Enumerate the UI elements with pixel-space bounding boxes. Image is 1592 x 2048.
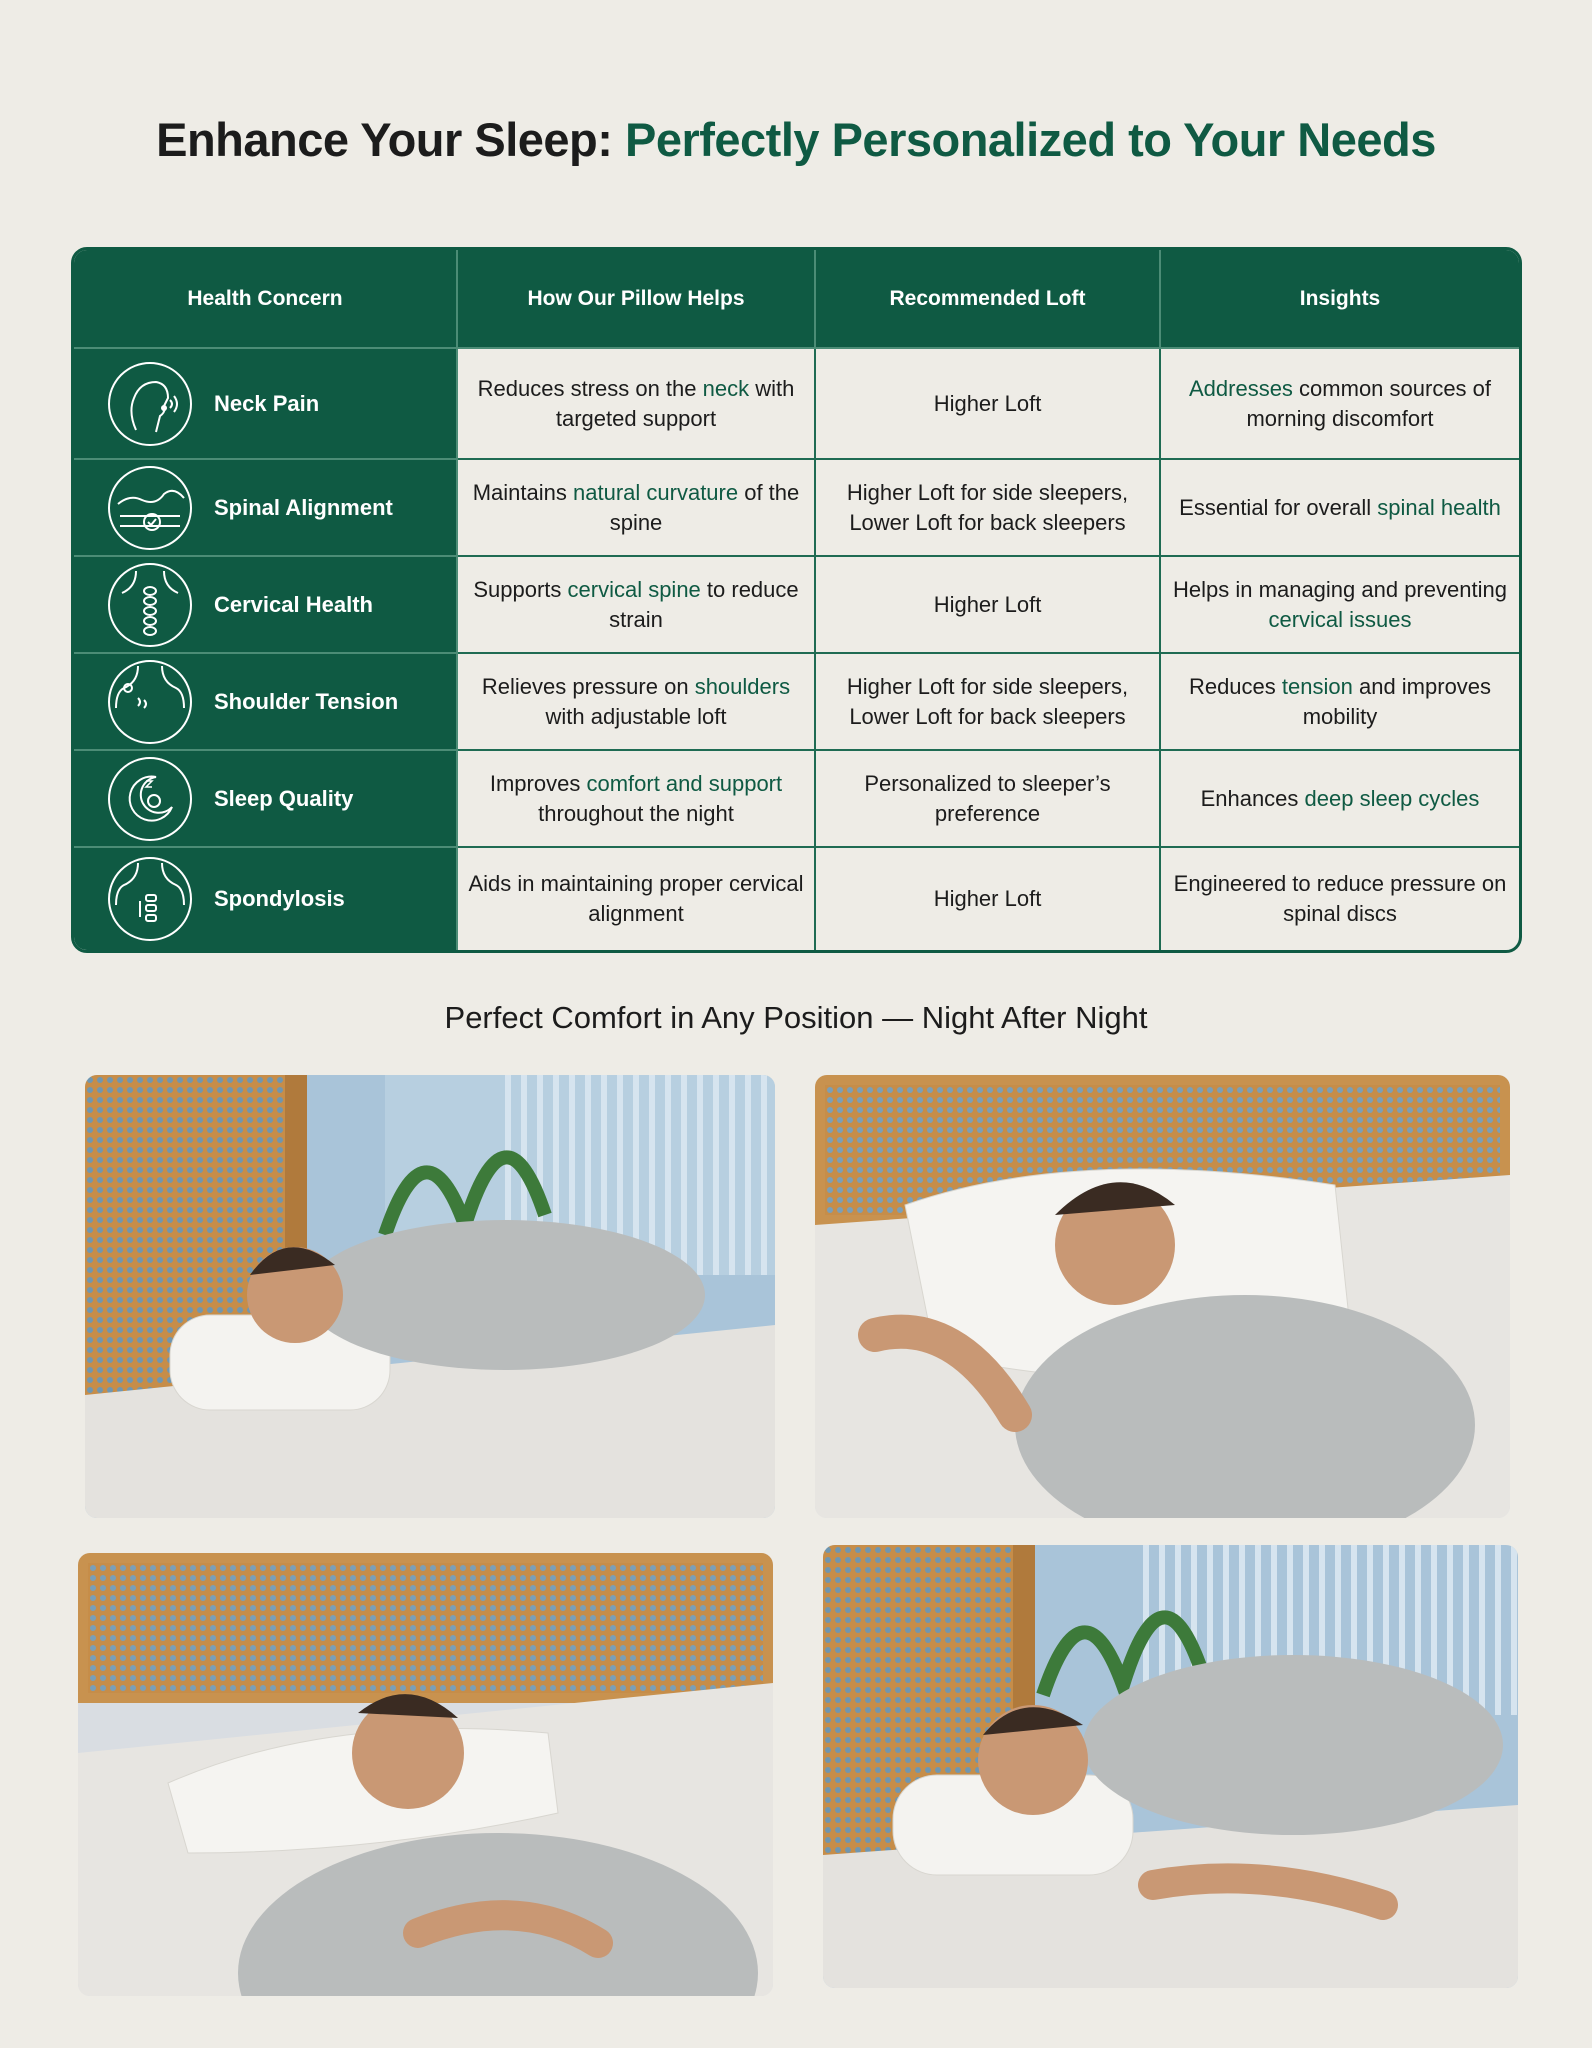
header-recommended-loft: Recommended Loft <box>816 250 1161 349</box>
highlight-text: comfort and support <box>586 770 783 796</box>
loft-text: Higher Loft <box>933 886 1042 911</box>
page-title <box>0 112 1592 167</box>
highlight-text: shoulders <box>694 673 791 699</box>
section-subtitle: Perfect Comfort in Any Position — Night After Night <box>444 1000 1148 1035</box>
loft-text: Higher Loft for side sleepers, Lower Loft for back sleepers <box>846 479 1129 535</box>
text-segment: Reduces stress on the <box>477 375 703 401</box>
insight-neck-pain <box>1161 349 1519 460</box>
highlight-text: natural curvature <box>573 479 739 505</box>
concern-label: Cervical Health <box>214 591 373 617</box>
concern-label: Spondylosis <box>214 886 345 911</box>
insight-spondylosis <box>1161 848 1519 950</box>
text-segment: with targeted support <box>555 375 795 431</box>
loft-spondylosis <box>816 848 1161 950</box>
health-comparison-table <box>71 247 1522 953</box>
helps-sleep-quality <box>458 751 816 848</box>
highlight-text: tension <box>1281 673 1353 699</box>
text-segment: Reduces <box>1188 673 1282 699</box>
photo-illustration <box>823 1545 1518 1988</box>
photo-back-sleeper <box>78 1553 773 1996</box>
loft-cervical-health <box>816 557 1161 654</box>
highlight-text: cervical issues <box>1268 606 1412 632</box>
text-segment: Maintains <box>472 479 574 505</box>
text-segment: Engineered to reduce pressure on spinal discs <box>1173 871 1507 926</box>
photo-illustration <box>85 1075 775 1518</box>
loft-neck-pain <box>816 349 1161 460</box>
text-segment: with adjustable loft <box>545 703 727 729</box>
insight-shoulder-tension <box>1161 654 1519 751</box>
cervical-health-icon <box>106 561 194 649</box>
concern-label: Shoulder Tension <box>214 688 399 714</box>
concern-neck-pain <box>74 349 458 460</box>
helps-cervical-health-text <box>468 575 804 635</box>
concern-spondylosis <box>74 848 458 950</box>
loft-text: Personalized to sleeper’s preference <box>864 770 1111 826</box>
helps-shoulder-tension-text <box>468 672 804 732</box>
highlight-text: neck <box>702 375 750 401</box>
spinal-alignment-icon <box>106 464 194 552</box>
helps-cervical-health <box>458 557 816 654</box>
insight-sleep-quality-text <box>1201 784 1480 814</box>
text-segment: Aids in maintaining proper cervical alignment <box>468 871 804 926</box>
header-how-pillow-helps: How Our Pillow Helps <box>458 250 816 349</box>
photo-stomach-sleeper <box>815 1075 1510 1518</box>
loft-sleep-quality <box>816 751 1161 848</box>
text-segment: Helps in managing and preventing <box>1173 576 1507 602</box>
photo-side-sleeper-left <box>85 1075 775 1518</box>
header-health-concern: Health Concern <box>74 250 458 349</box>
insight-neck-pain-text <box>1171 374 1509 434</box>
helps-neck-pain <box>458 349 816 460</box>
header-insights: Insights <box>1161 250 1519 349</box>
loft-text: Higher Loft for side sleepers, Lower Loft for back sleepers <box>846 673 1129 729</box>
insight-spinal-alignment <box>1161 460 1519 557</box>
sleep-quality-icon <box>106 755 194 843</box>
loft-shoulder-tension <box>816 654 1161 751</box>
loft-text: Higher Loft <box>933 591 1042 617</box>
helps-neck-pain-text <box>468 374 804 434</box>
title-highlight: Perfectly Personalized to Your Needs <box>624 113 1436 166</box>
text-segment: Relieves pressure on <box>481 673 695 699</box>
concern-sleep-quality <box>74 751 458 848</box>
text-segment: Essential for overall <box>1179 494 1378 520</box>
highlight-text: cervical spine <box>567 576 701 602</box>
helps-spondylosis <box>458 848 816 950</box>
photo-side-sleeper-right <box>823 1545 1518 1988</box>
text-segment: Enhances <box>1200 785 1305 811</box>
loft-spinal-alignment <box>816 460 1161 557</box>
photo-illustration <box>78 1553 773 1996</box>
concern-label: Neck Pain <box>214 390 320 416</box>
concern-spinal-alignment <box>74 460 458 557</box>
helps-spinal-alignment <box>458 460 816 557</box>
helps-spondylosis-text <box>468 869 804 929</box>
concern-shoulder-tension <box>74 654 458 751</box>
highlight-text: spinal health <box>1377 494 1501 520</box>
photo-illustration <box>815 1075 1510 1518</box>
shoulder-tension-icon <box>106 658 194 746</box>
spondylosis-icon <box>106 855 194 943</box>
highlight-text: Addresses <box>1188 375 1293 401</box>
text-segment: throughout the night <box>538 800 734 826</box>
text-segment: Supports <box>473 576 568 602</box>
concern-cervical-health <box>74 557 458 654</box>
loft-text: Higher Loft <box>933 390 1042 416</box>
text-segment: and improves mobility <box>1302 673 1492 729</box>
insight-cervical-health <box>1161 557 1519 654</box>
concern-label: Sleep Quality <box>214 785 354 811</box>
highlight-text: deep sleep cycles <box>1304 785 1480 811</box>
insight-spondylosis-text <box>1171 869 1509 929</box>
insight-cervical-health-text <box>1171 575 1509 635</box>
helps-shoulder-tension <box>458 654 816 751</box>
insight-spinal-alignment-text <box>1179 493 1501 523</box>
concern-label: Spinal Alignment <box>214 494 393 520</box>
text-segment: to reduce strain <box>609 576 799 632</box>
text-segment: of the spine <box>609 479 800 535</box>
text-segment: common sources of morning discomfort <box>1246 375 1492 431</box>
insight-sleep-quality <box>1161 751 1519 848</box>
helps-spinal-alignment-text <box>468 478 804 538</box>
helps-sleep-quality-text <box>468 769 804 829</box>
title-lead: Enhance Your Sleep: <box>156 113 625 166</box>
neck-pain-icon <box>106 360 194 448</box>
text-segment: Improves <box>489 770 587 796</box>
insight-shoulder-tension-text <box>1171 672 1509 732</box>
